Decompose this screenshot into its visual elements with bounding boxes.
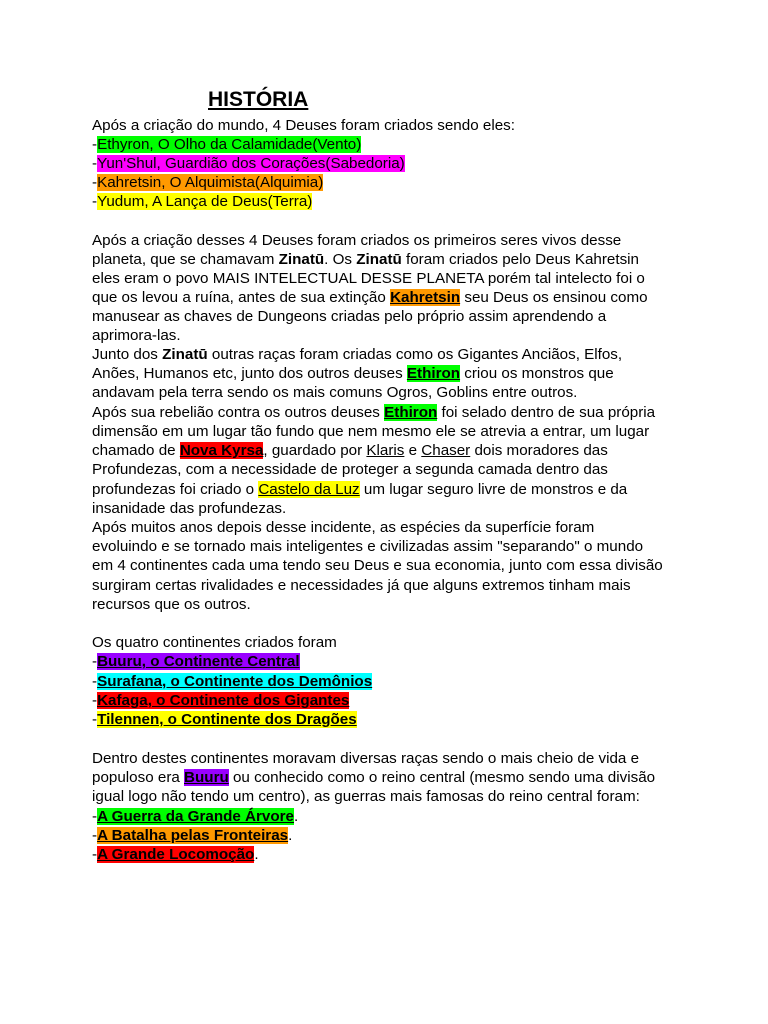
paragraph-line: que os levou a ruína, antes de sua extinção Kahretsin seu Deus os ensinou como [92,289,648,306]
paragraph-line: profundezas foi criado o Castelo da Luz um lugar seguro livre de monstros e da [92,481,628,498]
continent-name: Surafana, o Continente dos Demônios [97,673,373,690]
paragraph-line: Após muitos anos depois desse incidente, as espécies da superfície foram [92,519,595,536]
paragraph-line: Junto dos Zinatū outras raças foram criadas como os Gigantes Anciãos, Elfos, [92,346,623,363]
term-ethiron: Ethiron [384,404,438,421]
term-nova-kyrsa: Nova Kyrsa [179,442,264,459]
war-item: -A Guerra da Grande Árvore. [92,808,299,825]
god-name: Yudum, A Lança de Deus(Terra) [97,193,313,210]
war-name: A Grande Locomoção [97,846,255,863]
continents-intro: Os quatro continentes criados foram [92,634,337,651]
continent-item: -Buuru, o Continente Central [92,653,300,670]
war-item: -A Batalha pelas Fronteiras. [92,827,293,844]
continent-name: Kafaga, o Continente dos Gigantes [97,692,350,709]
god-name: Yun'Shul, Guardião dos Corações(Sabedoria) [97,155,405,172]
paragraph-line: dimensão em um lugar tão fundo que nem mesmo ele se atrevia a entrar, um lugar [92,423,650,440]
continent-name: Tilennen, o Continente dos Dragões [97,711,357,728]
god-name: Kahretsin, O Alquimista(Alquimia) [97,174,324,191]
term-zinatu: Zinatū [356,251,402,268]
continent-item: -Surafana, o Continente dos Demônios [92,673,373,690]
term-kahretsin: Kahretsin [390,289,461,306]
war-name: A Batalha pelas Fronteiras [97,827,289,844]
continent-item: -Tilennen, o Continente dos Dragões [92,711,357,728]
term-castelo-da-luz: Castelo da Luz [258,481,360,498]
paragraph-line: Após a criação desses 4 Deuses foram criados os primeiros seres vivos desse [92,232,622,249]
term-zinatu: Zinatū [278,251,325,268]
paragraph-line: manusear as chaves de Dungeons criadas pelo próprio assim aprendendo a [92,308,607,325]
document-title: HISTÓRIA [208,88,309,111]
term-klaris: Klaris [366,442,405,459]
continent-name: Buuru, o Continente Central [97,653,300,670]
god-item: -Kahretsin, O Alquimista(Alquimia) [92,174,324,191]
paragraph-line: populoso era Buuru ou conhecido como o reino central (mesmo sendo uma divisão [92,769,656,786]
paragraph-line: Após sua rebelião contra os outros deuses Ethiron foi selado dentro de sua própria [92,404,656,421]
continent-item: -Kafaga, o Continente dos Gigantes [92,692,350,709]
paragraph-line: planeta, que se chamavam Zinatū. Os Zinatū foram criados pelo Deus Kahretsin [92,251,640,268]
paragraph-line: em 4 continentes cada uma tendo seu Deus e sua economia, junto com essa divisão [92,557,663,574]
paragraph-line: igual logo não tendo um centro), as guerras mais famosas do reino central foram: [92,788,640,805]
term-chaser: Chaser [421,442,471,459]
god-item: -Ethyron, O Olho da Calamidade(Vento) [92,136,362,153]
paragraph-line: insanidade das profundezas. [92,500,287,517]
paragraph-line: surgiram certas rivalidades e necessidades já que alguns extremos tinham mais [92,577,631,594]
god-item: -Yun'Shul, Guardião dos Corações(Sabedoria) [92,155,405,172]
term-ethiron: Ethiron [406,365,461,382]
god-name: Ethyron, O Olho da Calamidade(Vento) [97,136,362,153]
term-buuru: Buuru [184,769,229,786]
paragraph-line: eles eram o povo MAIS INTELECTUAL DESSE PLANETA porém tal intelecto foi o [92,270,645,287]
war-item: -A Grande Locomoção. [92,846,259,863]
paragraph-line: aprimora-las. [92,327,181,344]
intro-line: Após a criação do mundo, 4 Deuses foram criados sendo eles: [92,117,515,134]
paragraph-line: recursos que os outros. [92,596,251,613]
war-name: A Guerra da Grande Árvore [97,808,295,825]
god-item: -Yudum, A Lança de Deus(Terra) [92,193,313,210]
paragraph-line: evoluindo e se tornado mais inteligentes e civilizadas assim "separando" o mundo [92,538,644,555]
term-zinatu: Zinatū [162,346,208,363]
paragraph-line: Anões, Humanos etc, junto dos outros deuses Ethiron criou os monstros que [92,365,614,382]
paragraph-line: andavam pela terra sendo os mais comuns Ogros, Goblins entre outros. [92,384,578,401]
paragraph-line: Profundezas, com a necessidade de proteger a segunda camada dentro das [92,461,608,478]
paragraph-line: chamado de Nova Kyrsa, guardado por Klaris e Chaser dois moradores das [92,442,608,459]
paragraph-line: Dentro destes continentes moravam diversas raças sendo o mais cheio de vida e [92,750,640,767]
